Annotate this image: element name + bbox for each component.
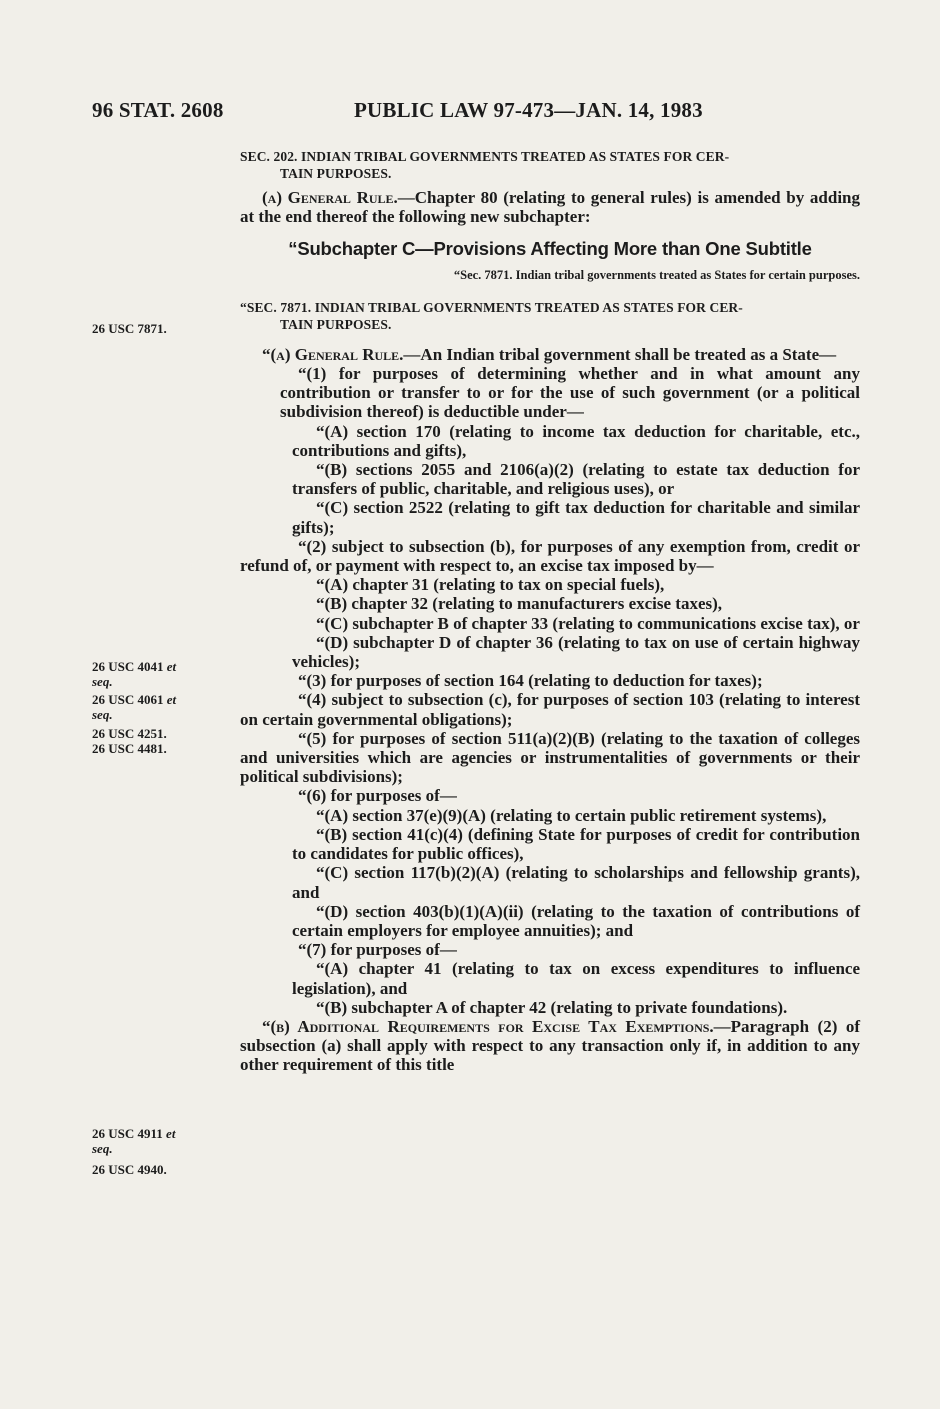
paragraph-2A: “(A) chapter 31 (relating to tax on special fuels), [316, 575, 665, 595]
paragraph-6B: “(B) section 41(c)(4) (defining State for purposes of credit for contribution to candidates for public offices), [292, 824, 860, 864]
section-202-heading-line2: TAIN PURPOSES. [280, 166, 392, 181]
section-7871-heading-line2: TAIN PURPOSES. [280, 316, 392, 332]
margin-note-4911-cite: 26 USC 4911 [92, 1126, 163, 1141]
paragraph-2B: “(B) chapter 32 (relating to manufacturers excise taxes), [316, 594, 723, 614]
margin-note-4061-cite: 26 USC 4061 [92, 692, 164, 707]
margin-note-4061-et: et [166, 692, 177, 707]
section-202-heading-line1: SEC. 202. INDIAN TRIBAL GOVERNMENTS TREATED AS STATES FOR CER- [240, 149, 730, 164]
paragraph-7B: “(B) subchapter A of chapter 42 (relating to private foundations). [316, 997, 788, 1017]
subsection-a-text: —An Indian tribal government shall be treated as a State— [403, 344, 837, 364]
subsection-b-paragraph [240, 1017, 860, 1075]
subsection-b-text: —Paragraph (2) of subsection (a) shall apply with respect to any transaction only if, in addition to any other requirement of this title [240, 1016, 861, 1075]
margin-note-4481: 26 USC 4481. [92, 741, 167, 756]
paragraph-6A: “(A) section 37(e)(9)(A) (relating to certain public retirement systems), [316, 805, 827, 825]
public-law-citation: PUBLIC LAW 97-473—JAN. 14, 1983 [354, 98, 703, 122]
paragraph-7A: “(A) chapter 41 (relating to tax on excess expenditures to influence legislation), and [292, 959, 860, 998]
paragraph-2: “(2) subject to subsection (b), for purposes of any exemption from, credit or refund of, or payment with respect to, an excise tax imposed by— [240, 536, 860, 576]
paragraph-2C: “(C) subchapter B of chapter 33 (relating to communications excise tax), or [316, 613, 860, 633]
statute-body [240, 148, 860, 1075]
section-7871-heading-line1: “SEC. 7871. INDIAN TRIBAL GOVERNMENTS TREATED AS STATES FOR CER- [240, 299, 743, 315]
paragraph-1: “(1) for purposes of determining whether and in what amount any contribution or transfer to or for the use of such government (or a political subdivision thereof) is deductible under— [280, 364, 860, 422]
paragraph-1B: “(B) sections 2055 and 2106(a)(2) (relating to estate tax deduction for transfers of public, charitable, and religious uses), or [292, 460, 860, 499]
margin-note-4041-et: et [166, 659, 177, 674]
paragraph-3: “(3) for purposes of section 164 (relating to deduction for taxes); [298, 671, 763, 691]
subsection-a-paragraph [240, 345, 860, 364]
general-rule-text: —Chapter 80 (relating to general rules) is amended by adding at the end thereof the following new subchapter: [240, 188, 861, 227]
subsection-a-label: “(a) General Rule. [262, 344, 404, 364]
paragraph-6C: “(C) section 117(b)(2)(A) (relating to scholarships and fellowship grants), and [292, 863, 860, 902]
paragraph-6D: “(D) section 403(b)(1)(A)(ii) (relating to the taxation of contributions of certain employers for employee annuities); and [292, 901, 860, 940]
margin-note-4041-cite: 26 USC 4041 [92, 659, 164, 674]
margin-note-4041 [92, 659, 222, 689]
margin-note-7871: 26 USC 7871. [92, 321, 167, 336]
general-rule-paragraph [240, 188, 860, 226]
margin-note-4911-et: et [166, 1126, 176, 1141]
margin-note-4251: 26 USC 4251. [92, 726, 167, 741]
paragraph-5: “(5) for purposes of section 511(a)(2)(B) (relating to the taxation of colleges and universities which are agencies or instrumentalities of governments or their political subdivisions); [240, 728, 860, 787]
stat-page-number: 96 STAT. 2608 [92, 98, 224, 122]
margin-note-4911-seq: seq. [92, 1141, 113, 1156]
paragraph-2D: “(D) subchapter D of chapter 36 (relating to tax on use of certain highway vehicles); [292, 632, 860, 672]
margin-note-4041-seq: seq. [92, 674, 113, 689]
paragraph-1A: “(A) section 170 (relating to income tax deduction for charitable, etc., contributions and gifts), [292, 421, 860, 460]
paragraph-7: “(7) for purposes of— [298, 940, 457, 960]
margin-note-4940: 26 USC 4940. [92, 1162, 167, 1177]
paragraph-1C: “(C) section 2522 (relating to gift tax deduction for charitable and similar gifts); [292, 498, 860, 537]
margin-note-4061 [92, 692, 222, 722]
subsection-b-label: “(b) Additional Requirements for Excise Tax Exemptions. [262, 1016, 714, 1036]
table-of-sections-entry: “Sec. 7871. Indian tribal governments treated as States for certain purposes. [453, 267, 860, 282]
subchapter-title: “Subchapter C—Provisions Affecting More than One Subtitle [288, 238, 812, 260]
paragraph-4: “(4) subject to subsection (c), for purposes of section 103 (relating to interest on certain governmental obligations); [240, 690, 860, 729]
section-202-heading [240, 148, 860, 182]
margin-note-4061-seq: seq. [92, 707, 113, 722]
section-7871-heading [240, 299, 860, 333]
margin-note-4911 [92, 1126, 222, 1156]
paragraph-6: “(6) for purposes of— [298, 786, 457, 806]
general-rule-label: (a) General Rule. [262, 188, 398, 207]
